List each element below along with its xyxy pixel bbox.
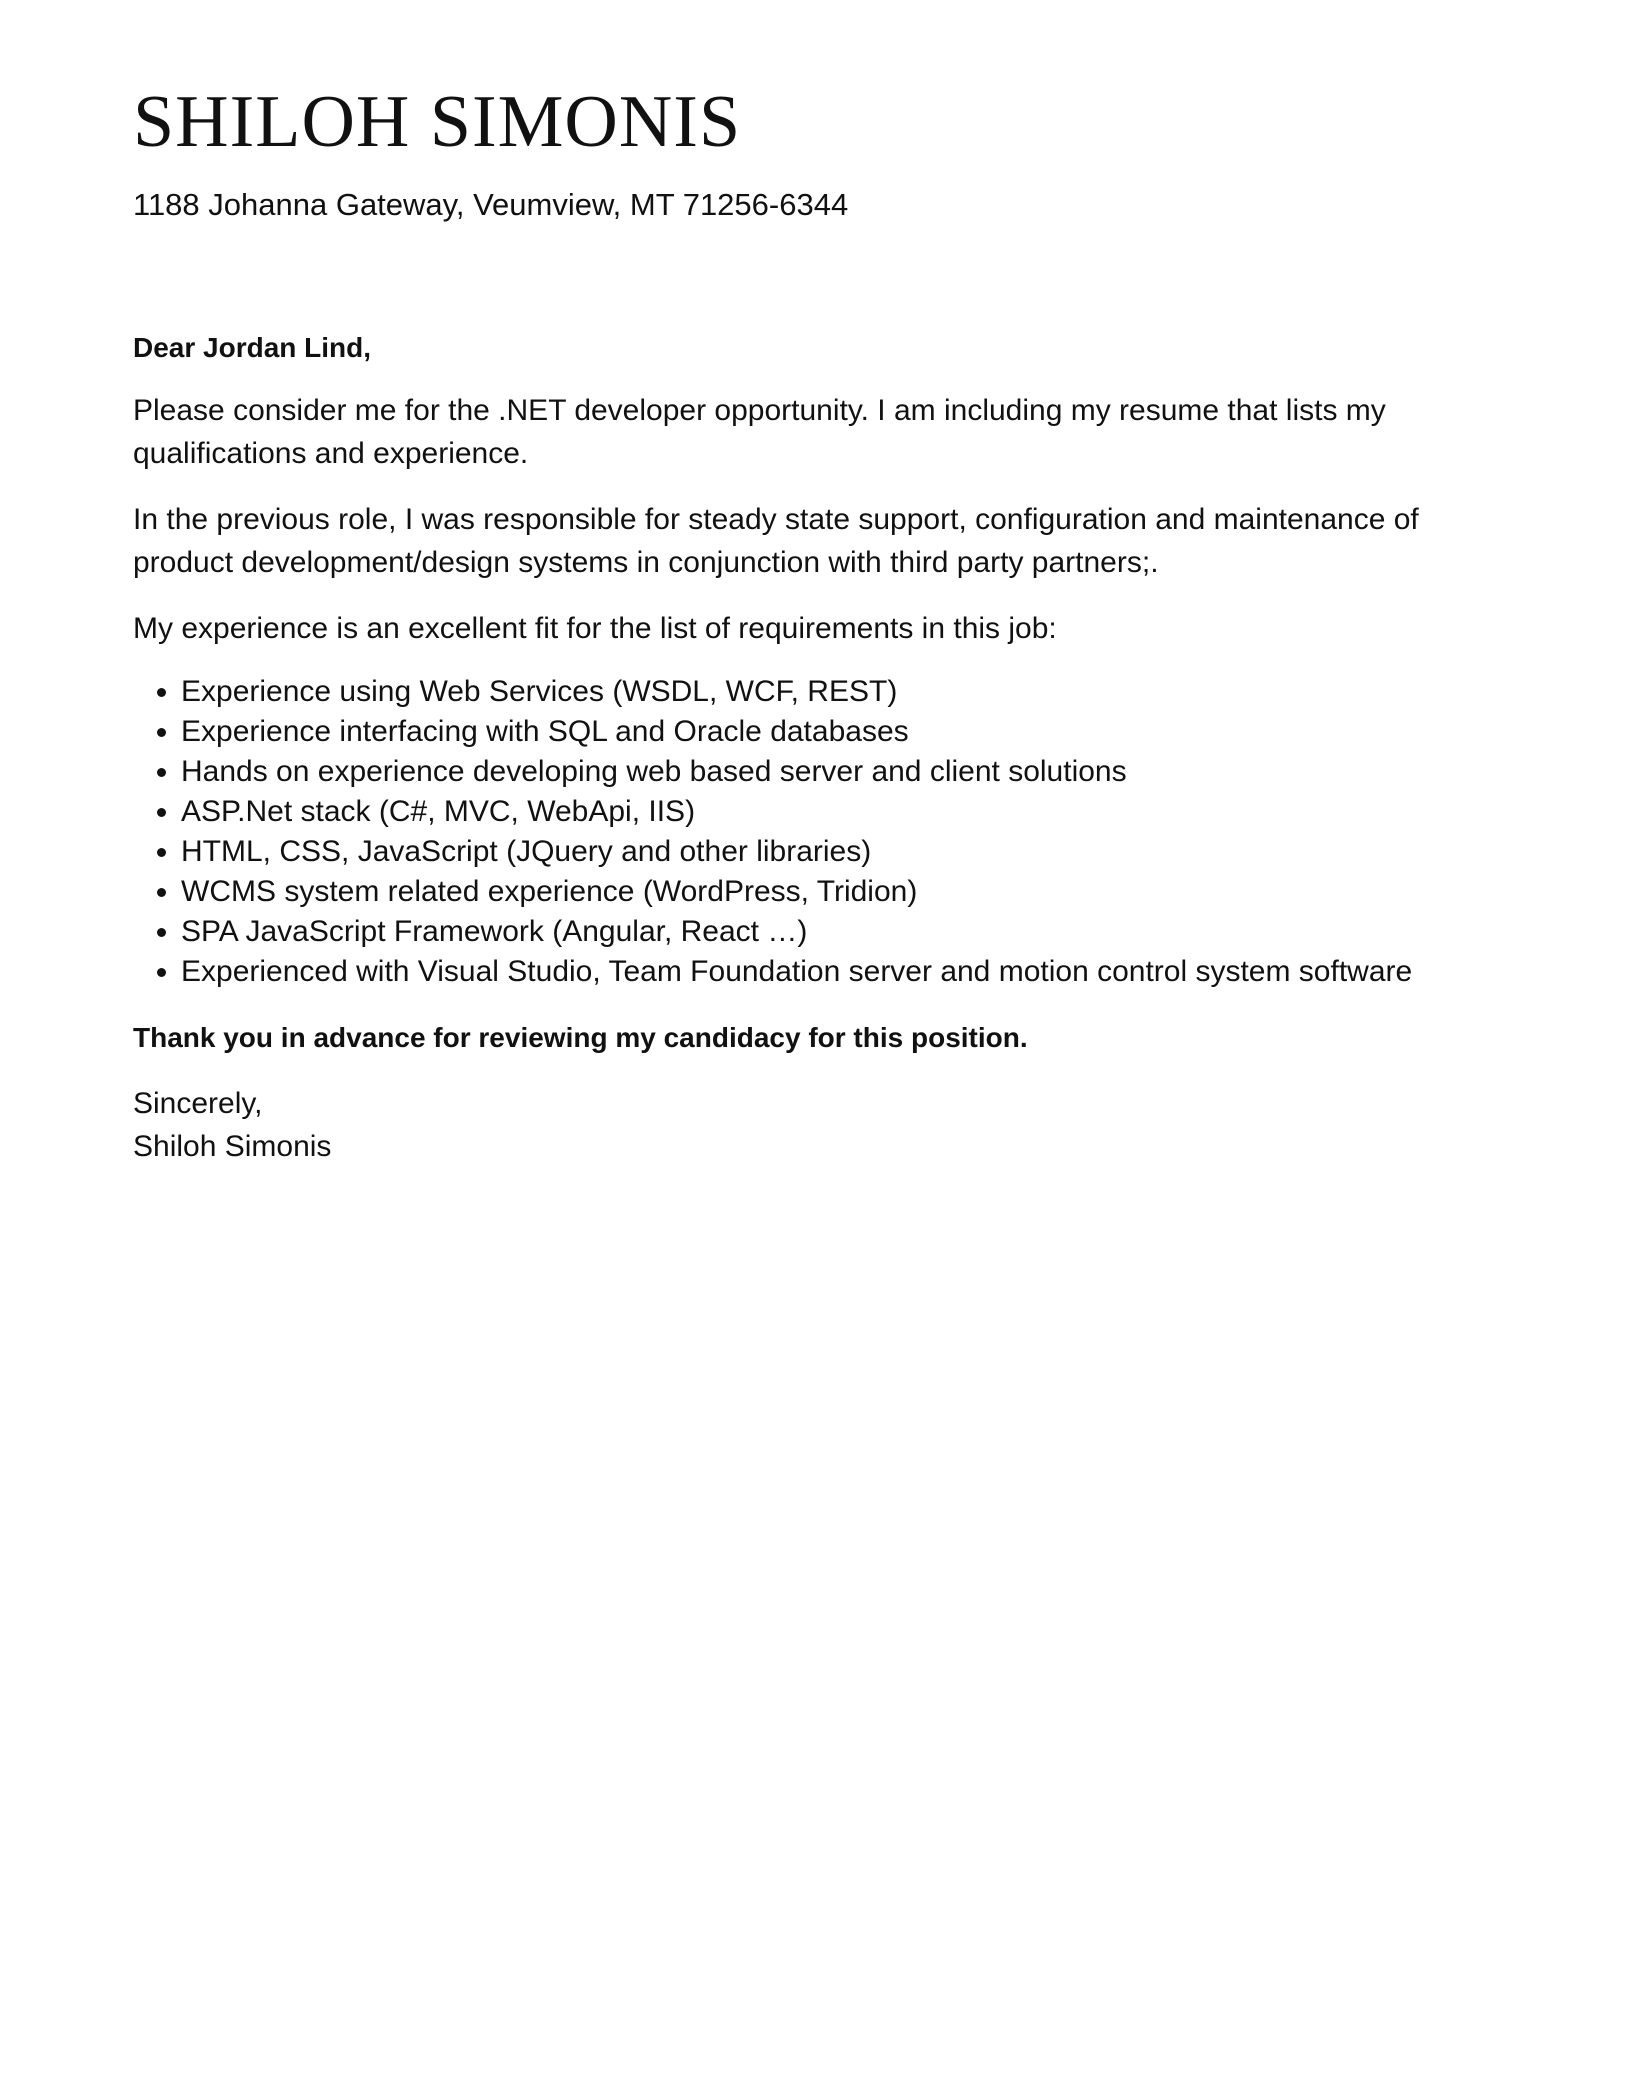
list-item: • SPA JavaScript Framework (Angular, React …)	[181, 912, 1503, 952]
letter-content	[133, 82, 1503, 1169]
applicant-name: SHILOH SIMONIS	[133, 81, 742, 163]
closing-line: Thank you in advance for reviewing my candidacy for this position.	[133, 1022, 1028, 1054]
list-item: • Experience using Web Services (WSDL, WCF, REST)	[181, 672, 1503, 712]
signoff-block	[133, 1082, 1503, 1169]
applicant-address: 1188 Johanna Gateway, Veumview, MT 71256-6344	[133, 187, 849, 223]
signature: Shiloh Simonis	[133, 1130, 332, 1164]
list-item: • Hands on experience developing web based server and client solutions	[181, 752, 1503, 792]
list-item: • ASP.Net stack (C#, MVC, WebApi, IIS)	[181, 792, 1503, 832]
salutation: Dear Jordan Lind,	[133, 331, 372, 363]
list-item: • WCMS system related experience (WordPress, Tridion)	[181, 872, 1503, 912]
list-item: • HTML, CSS, JavaScript (JQuery and other libraries)	[181, 832, 1503, 872]
intro-paragraph: Please consider me for the .NET developer opportunity. I am including my resume that lists my qualifications and experience.	[133, 393, 1386, 471]
requirements-list	[133, 672, 1503, 992]
list-item: • Experience interfacing with SQL and Oracle databases	[181, 712, 1503, 752]
experience-paragraph: In the previous role, I was responsible for steady state support, configuration and maintenance of product development/design systems in conjunction with third party partners;.	[133, 502, 1419, 580]
signoff: Sincerely,	[133, 1086, 263, 1120]
requirements-intro: My experience is an excellent fit for the list of requirements in this job:	[133, 611, 1057, 645]
list-item: • Experienced with Visual Studio, Team Foundation server and motion control system software	[181, 952, 1503, 992]
